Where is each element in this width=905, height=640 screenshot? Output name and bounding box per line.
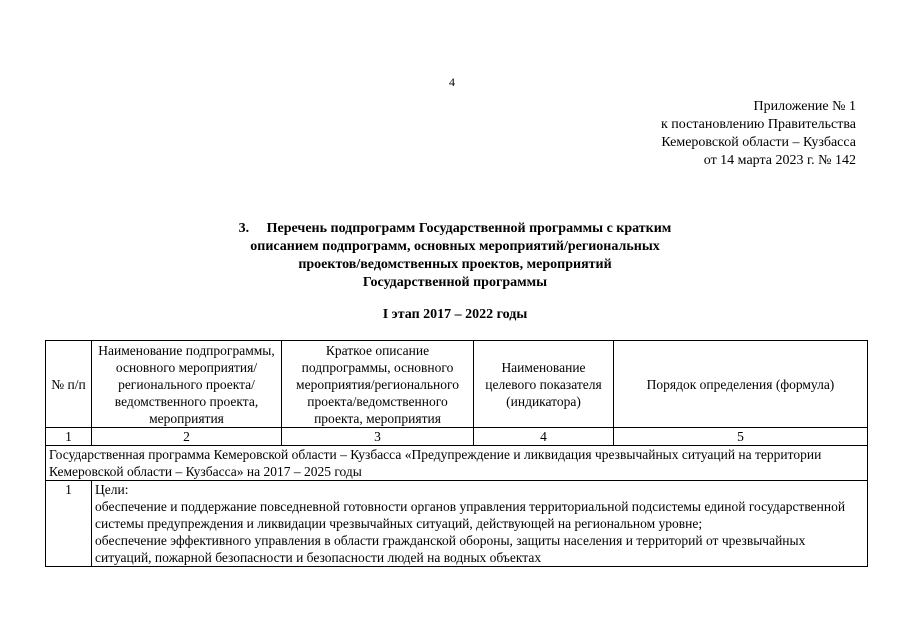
title-line-1: 3. Перечень подпрограмм Государственной программы с кратким — [238, 221, 672, 236]
table-header-row — [46, 341, 868, 428]
header-formula: Порядок определения (формула) — [614, 341, 868, 428]
header-number: № п/п — [46, 341, 92, 428]
column-number-row — [46, 428, 868, 446]
appendix-block — [560, 98, 856, 170]
appendix-line-1: Приложение № 1 — [753, 99, 856, 114]
header-description: Краткое описание подпрограммы, основного мероприятия/регионального проекта/ведомственного проекта, мероприятия — [282, 341, 474, 428]
page-number: 4 — [449, 75, 455, 89]
column-number: 4 — [474, 428, 614, 446]
header-indicator: Наименование целевого показателя (индикатора) — [474, 341, 614, 428]
program-table — [45, 340, 868, 567]
column-number: 1 — [46, 428, 92, 446]
title-line-4: Государственной программы — [362, 275, 548, 290]
appendix-line-3: Кемеровской области – Кузбасса — [661, 135, 856, 150]
goals-cell — [92, 481, 868, 567]
appendix-line-4: от 14 марта 2023 г. № 142 — [703, 153, 856, 168]
goal-item: обеспечение эффективного управления в области гражданской обороны, защиты населения и территорий от чрезвычайных ситуаций, пожарной безопасности и безопасности людей на водных объектах — [95, 533, 806, 565]
goals-row — [46, 481, 868, 567]
header-name: Наименование подпрограммы, основного мероприятия/регионального проекта/ведомственного проекта, мероприятия — [92, 341, 282, 428]
appendix-line-2: к постановлению Правительства — [660, 117, 856, 132]
stage-heading: I этап 2017 – 2022 годы — [382, 307, 528, 322]
title-line-3: проектов/ведомственных проектов, мероприятий — [298, 257, 612, 272]
title-line-2: описанием подпрограмм, основных мероприятий/региональных — [250, 239, 660, 254]
column-number: 2 — [92, 428, 282, 446]
section-title — [140, 220, 770, 292]
goals-heading: Цели: — [95, 482, 129, 497]
goal-item: обеспечение и поддержание повседневной готовности органов управления территориальной подсистемы единой государственной системы предупреждения и ликвидации чрезвычайных ситуаций, действующей на региональном уровне; — [95, 499, 846, 531]
goals-index-cell: 1 — [46, 481, 92, 567]
column-number: 3 — [282, 428, 474, 446]
program-title-cell: Государственная программа Кемеровской области – Кузбасса «Предупреждение и ликвидация чрезвычайных ситуаций на территории Кемеровской области – Кузбасса» на 2017 – 2025 годы — [46, 446, 868, 481]
program-row — [46, 446, 868, 481]
column-number: 5 — [614, 428, 868, 446]
